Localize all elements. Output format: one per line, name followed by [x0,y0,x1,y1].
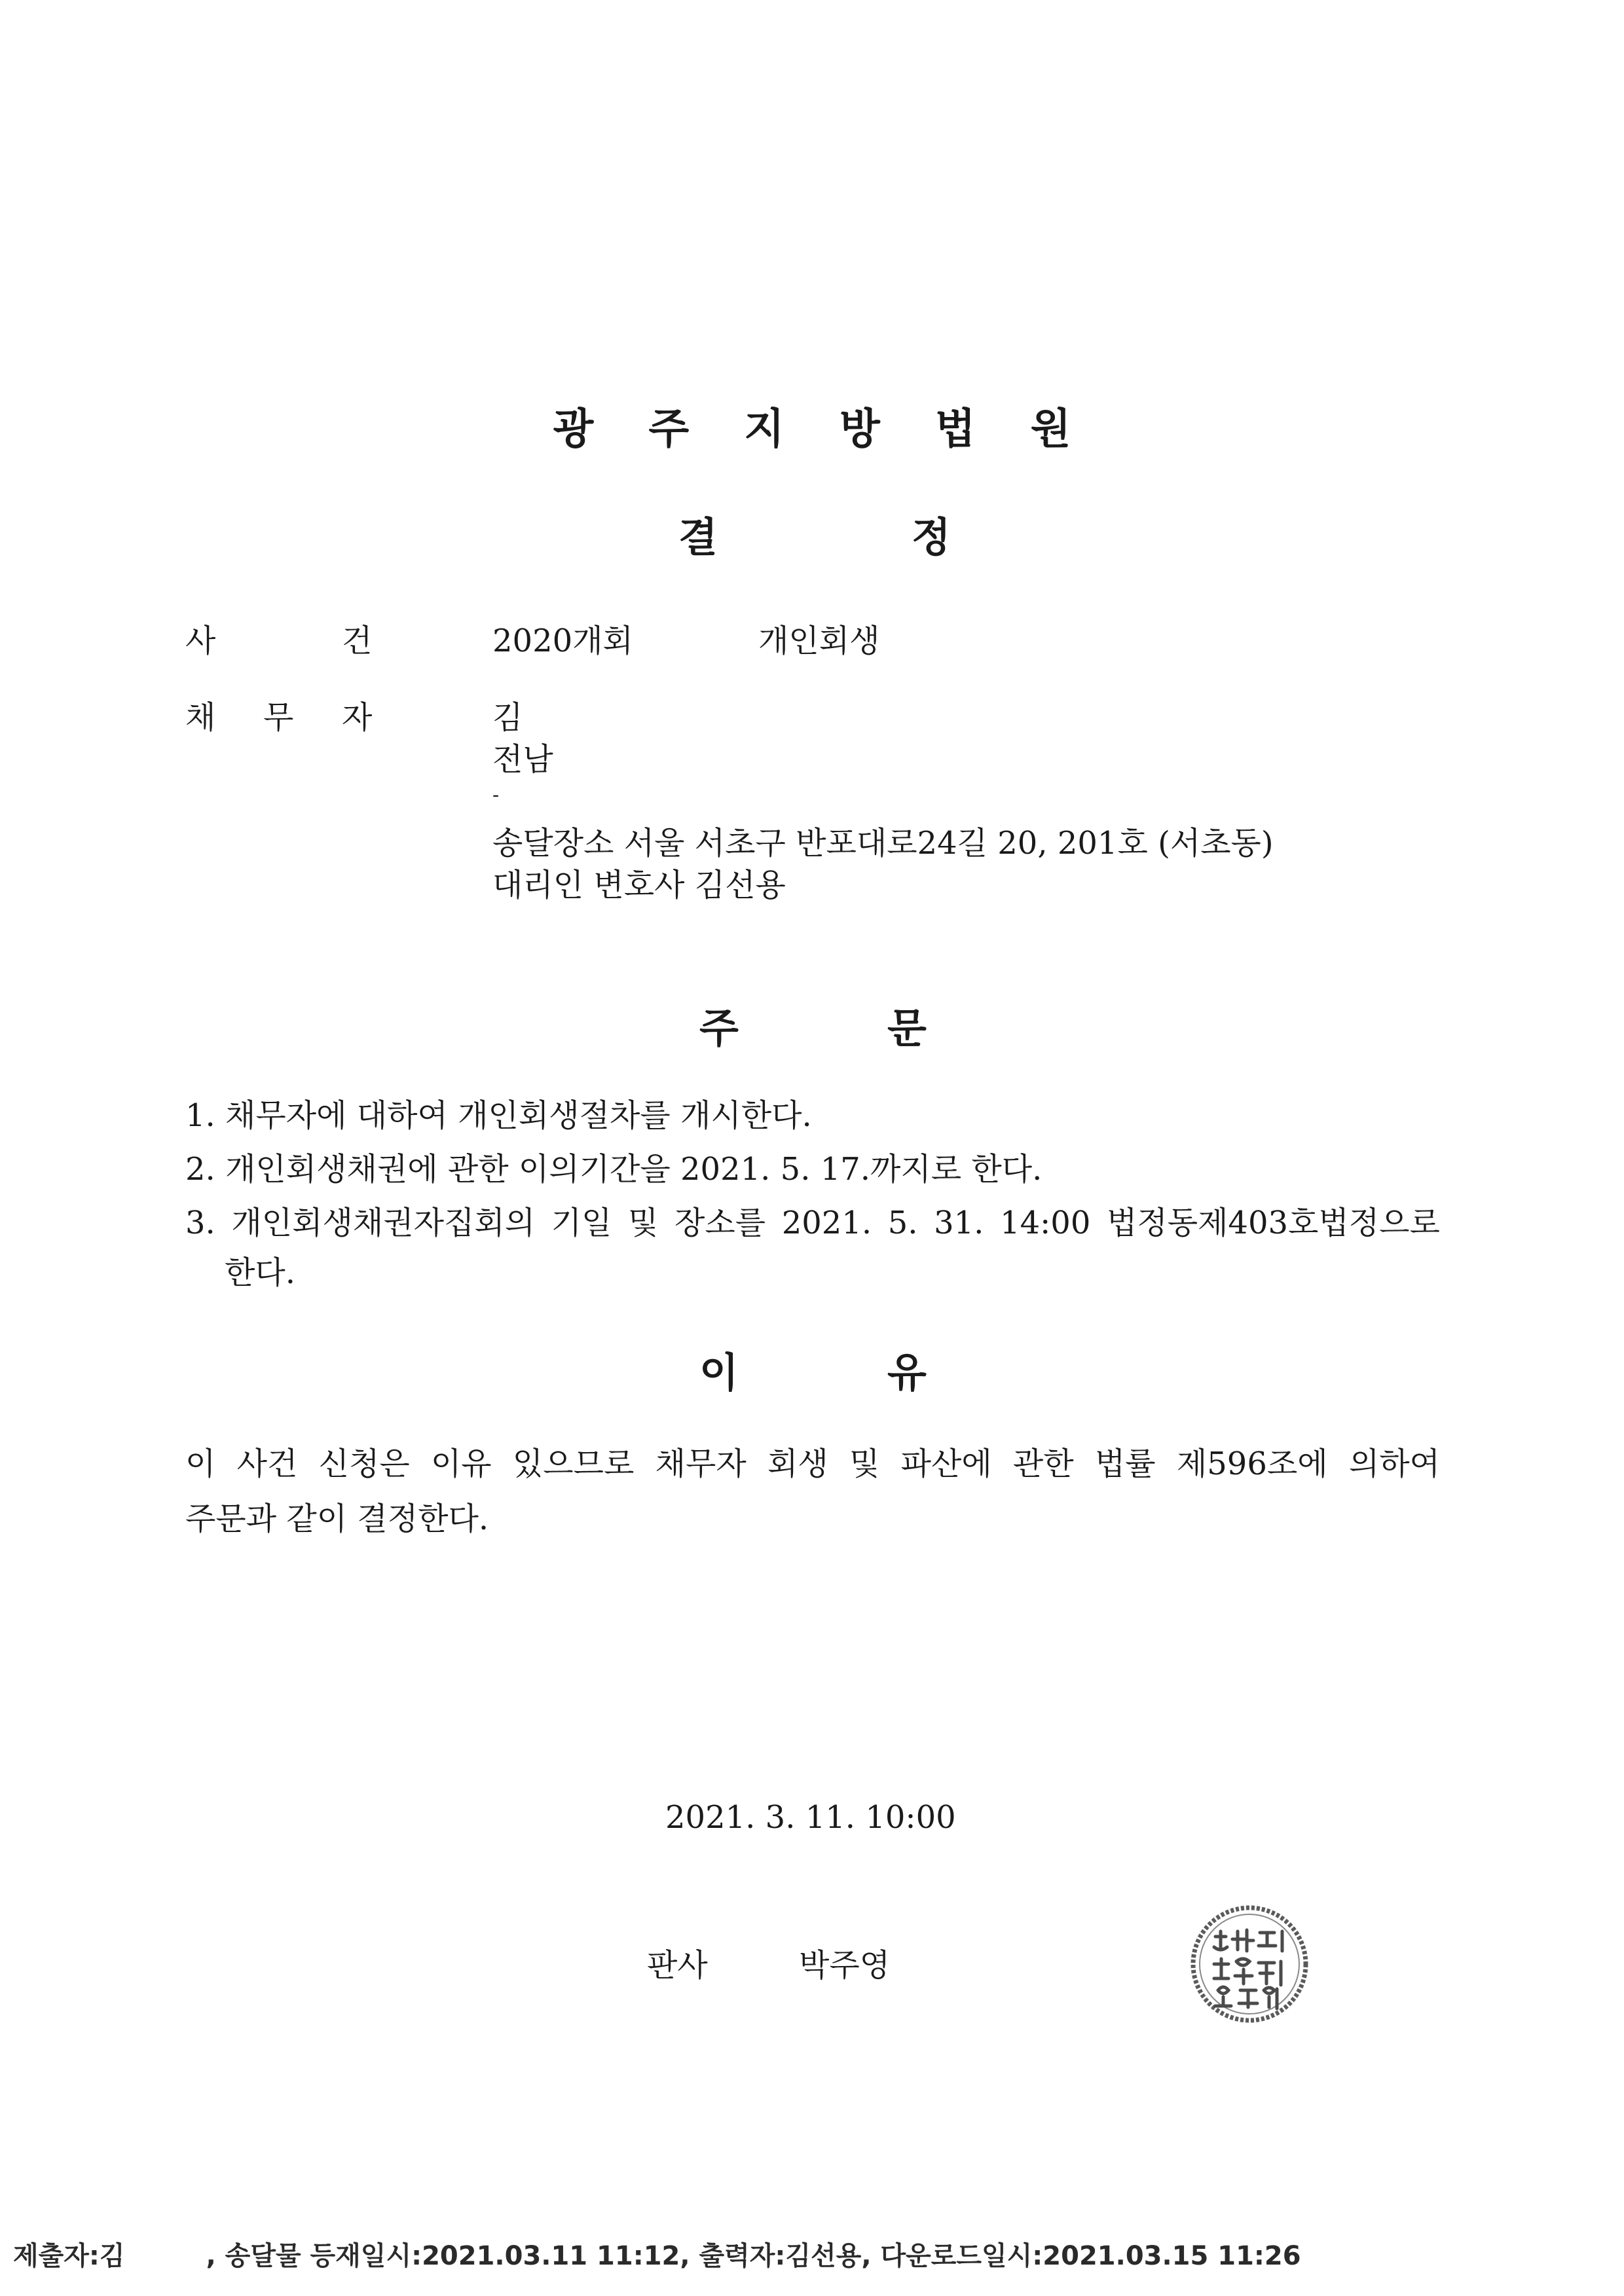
order-item-3-word: 2021. [781,1205,872,1241]
order-item-3-word: 기일 [551,1205,612,1241]
order-item-3-word: 장소를 [674,1205,766,1241]
court-name-char: 방 [840,405,880,454]
order-heading-right: 문 [887,1004,927,1052]
court-name [0,405,1624,454]
court-name-char: 지 [744,405,784,454]
reason-heading-left: 이 [699,1349,739,1396]
order-item-1: 1. 채무자에 대하여 개인회생절차를 개시한다. [185,1097,812,1134]
reason-word: 이 [185,1446,216,1482]
order-item-3-word: 3. [185,1205,215,1241]
case-label-char: 건 [342,623,373,659]
reason-word: 법률 [1094,1446,1156,1482]
order-item-2: 2. 개인회생채권에 관한 이의기간을 2021. 5. 17.까지로 한다. [185,1151,1043,1188]
reason-word: 있으므로 [512,1446,635,1482]
reason-word: 신청은 [318,1446,410,1482]
debtor-mark: - [492,784,500,807]
order-item-3-word: 법정동제403호법정으로 [1106,1205,1440,1241]
reason-word: 제596조에 [1176,1446,1328,1482]
order-item-3 [185,1207,1440,1239]
reason-word: 회생 [767,1446,828,1482]
reason-word: 채무자 [655,1446,747,1482]
case-type: 개인회생 [758,623,880,659]
order-item-3-word: 5. [887,1205,918,1241]
judge-title: 판사 [647,1947,708,1984]
order-item-3-word: 및 [628,1205,659,1241]
agent-line: 대리인 변호사 김선용 [492,867,786,903]
reason-line-1 [185,1448,1440,1480]
order-item-3-word: 14:00 [1000,1205,1091,1241]
reason-heading-right: 유 [887,1349,927,1396]
footer-submitter: 제출자:김 [13,2241,125,2271]
footer-details: , 송달물 등재일시:2021.03.11 11:12, 출력자:김선용, 다운로드일시:2021.03.15 11:26 [206,2241,1301,2271]
debtor-label-char: 자 [342,699,373,736]
order-item-3-continuation: 한다. [225,1254,295,1291]
order-item-3-word: 31. [934,1205,984,1241]
reason-word: 관한 [1012,1446,1074,1482]
debtor-name: 김 [492,699,523,736]
reason-word: 사건 [236,1446,298,1482]
debtor-region: 전남 [492,741,553,778]
reason-word: 및 [849,1446,880,1482]
document-footer [13,2243,1301,2269]
reason-word: 의하여 [1348,1446,1440,1482]
service-address: 송달장소 서울 서초구 반포대로24길 20, 201호 (서초동) [492,825,1274,862]
seal-stamp-icon [1184,1899,1315,2030]
order-item-3-word: 개인회생채권자집회의 [231,1205,536,1241]
order-heading-left: 주 [699,1004,739,1052]
debtor-label-char: 채 [185,699,216,736]
court-name-char: 원 [1030,405,1071,454]
judge-seal-stamp [1184,1899,1315,2030]
court-name-char: 광 [553,405,594,454]
reason-word: 이유 [430,1446,492,1482]
reason-line-2: 주문과 같이 결정한다. [185,1501,489,1537]
judge-name: 박주영 [799,1947,891,1984]
decision-date: 2021. 3. 11. 10:00 [665,1799,956,1836]
court-name-char: 주 [648,405,690,454]
reason-word: 파산에 [900,1446,992,1482]
case-label-char: 사 [185,623,216,659]
decision-heading-right: 정 [912,513,951,561]
decision-heading-left: 결 [678,513,718,561]
debtor-label-char: 무 [263,699,294,736]
case-number: 2020개회 [492,623,633,659]
court-name-char: 법 [934,405,976,454]
